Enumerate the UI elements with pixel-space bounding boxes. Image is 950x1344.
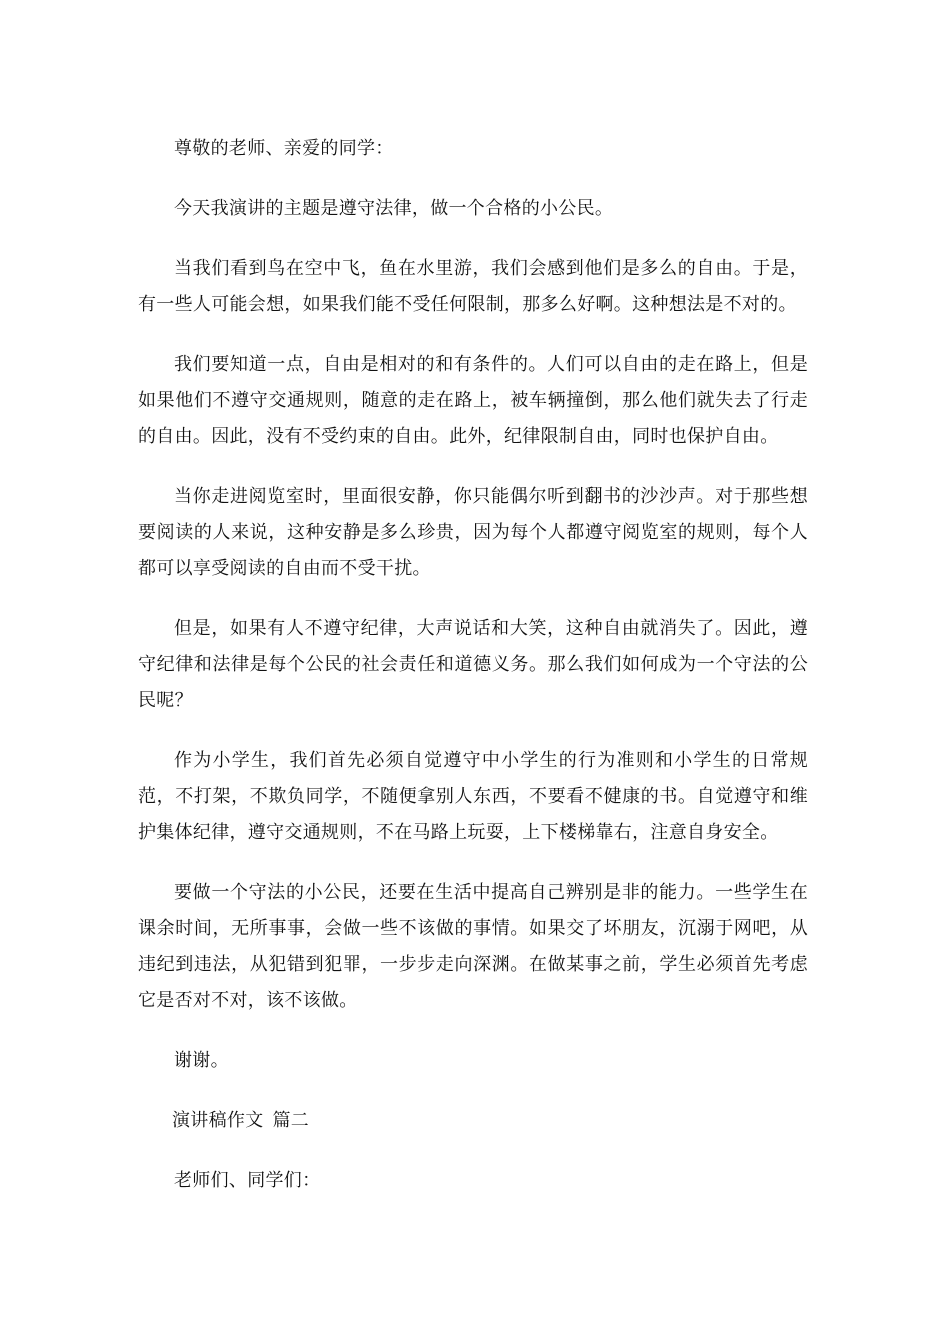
section-heading-title: 演讲稿作文: [172, 1110, 264, 1131]
topic-paragraph: 今天我演讲的主题是遵守法律，做一个合格的小公民。: [174, 198, 614, 219]
body-paragraph-freedom: 我们要知道一点，自由是相对的和有条件的。人们可以自由的走在路上，但是如果他们不遵守交通规则，随意的走在路上，被车辆撞倒，那么他们就失去了行走的自由。因此，没有不受约束的自由。此外，纪律限制自由，同时也保护自由。: [138, 354, 808, 447]
body-paragraph-reading-room: 当你走进阅览室时，里面很安静，你只能偶尔听到翻书的沙沙声。对于那些想要阅读的人来说，这种安静是多么珍贵，因为每个人都遵守阅览室的规则，每个人都可以享受阅读的自由而不受干扰。: [138, 486, 808, 579]
salutation: 尊敬的老师、亲爱的同学：: [174, 138, 394, 159]
second-salutation: 老师们、同学们：: [174, 1170, 321, 1191]
body-paragraph-discipline: 但是，如果有人不遵守纪律，大声说话和大笑，这种自由就消失了。因此，遵守纪律和法律是每个公民的社会责任和道德义务。那么我们如何成为一个守法的公民呢？: [138, 618, 808, 711]
thanks-paragraph: 谢谢。: [174, 1050, 229, 1071]
body-paragraph-birds: 当我们看到鸟在空中飞，鱼在水里游，我们会感到他们是多么的自由。于是，有一些人可能会想，如果我们能不受任何限制，那多么好啊。这种想法是不对的。: [138, 258, 808, 315]
document-page: [138, 131, 808, 1199]
body-paragraph-law-abiding: 要做一个守法的小公民，还要在生活中提高自己辨别是非的能力。一些学生在课余时间，无所事事，会做一些不该做的事情。如果交了坏朋友，沉溺于网吧，从违纪到违法，从犯错到犯罪，一步步走向深渊。在做某事之前，学生必须首先考虑它是否对不对，该不该做。: [138, 882, 808, 1011]
section-heading: [138, 1103, 808, 1139]
body-paragraph-students: 作为小学生，我们首先必须自觉遵守中小学生的行为准则和小学生的日常规范，不打架，不欺负同学，不随便拿别人东西，不要看不健康的书。自觉遵守和维护集体纪律，遵守交通规则，不在马路上玩耍，上下楼梯靠右，注意自身安全。: [138, 750, 808, 843]
section-heading-part: 篇二: [272, 1110, 310, 1131]
